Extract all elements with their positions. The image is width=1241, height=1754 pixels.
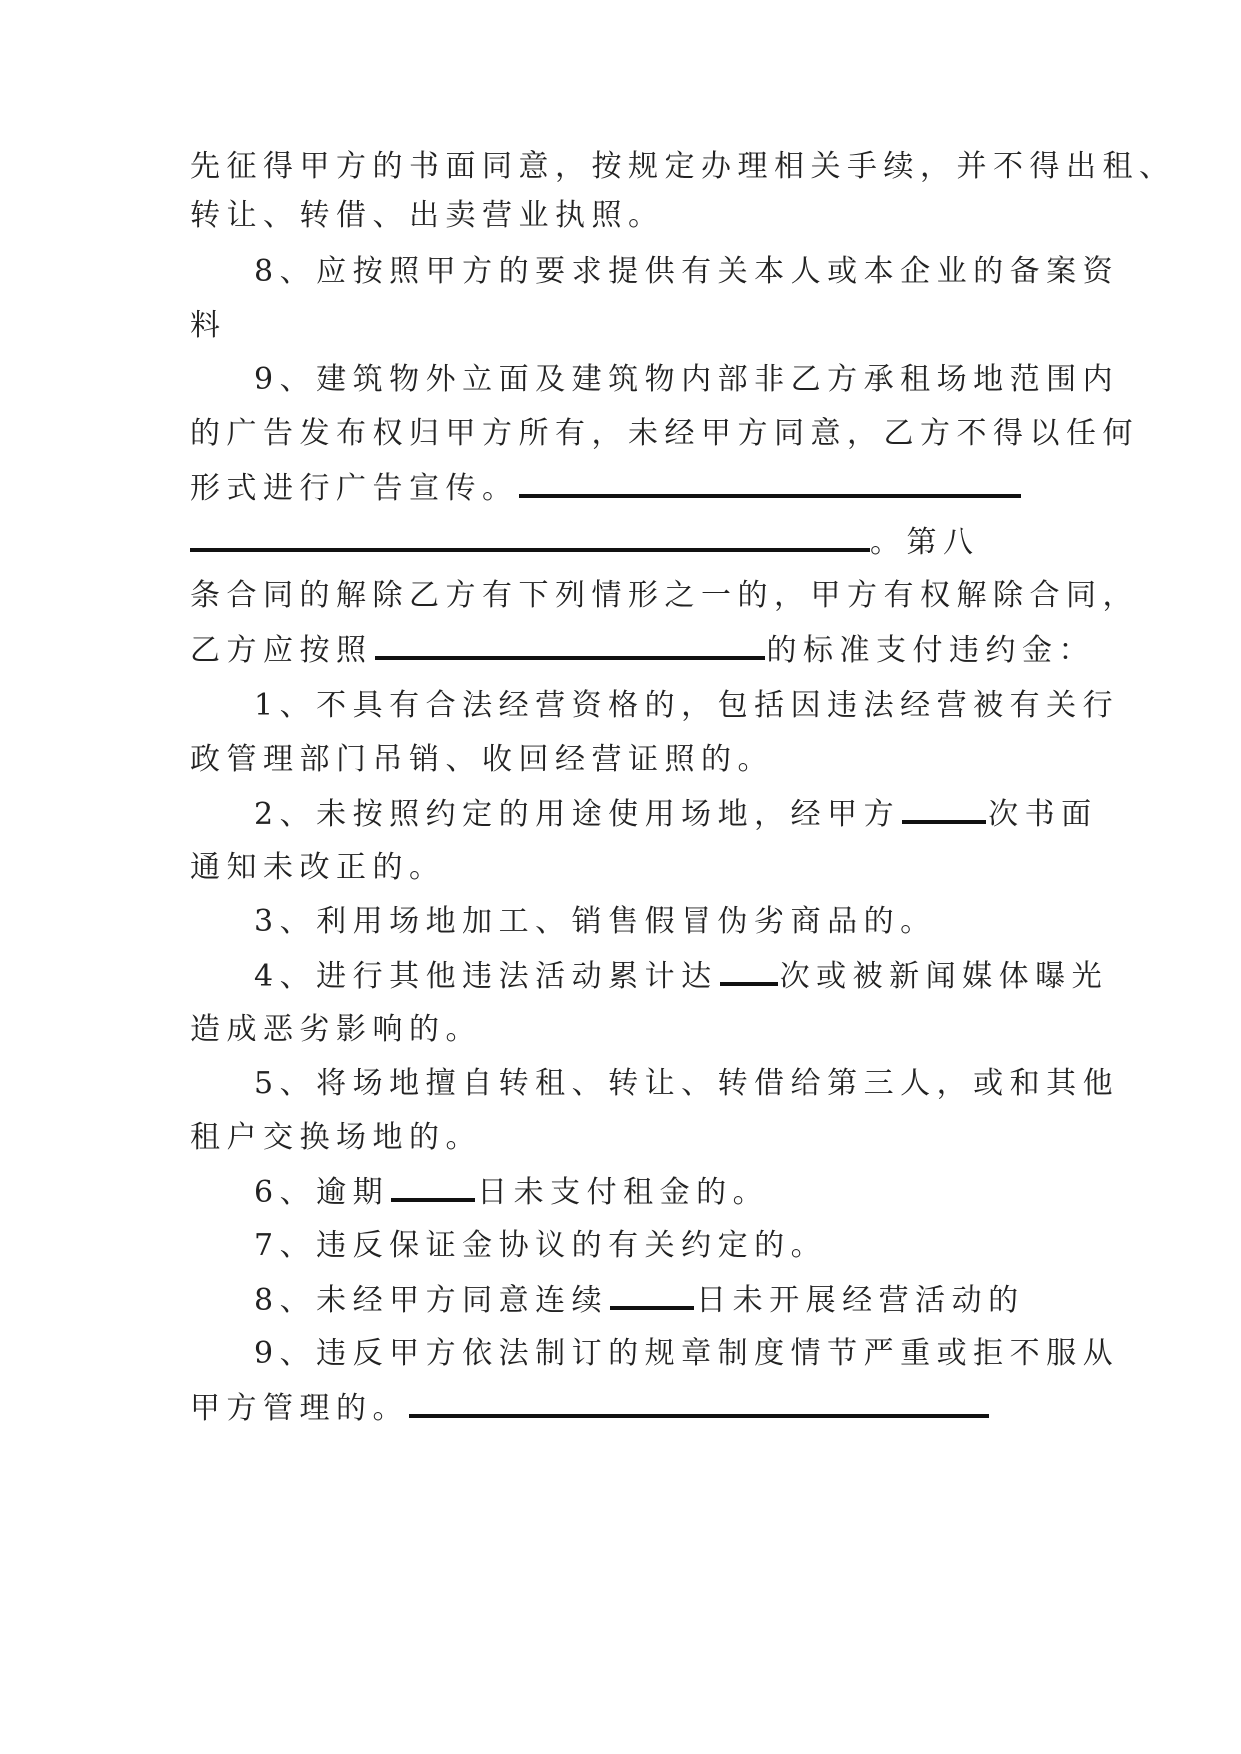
paragraph-line	[190, 1010, 482, 1050]
text: 日未支付租金的。	[477, 1175, 770, 1210]
fill-blank[interactable]	[902, 794, 986, 824]
text: 次书面	[988, 797, 1098, 832]
paragraph-line	[190, 196, 665, 236]
text: 形式进行广告宣传。	[190, 471, 519, 506]
item-2-line	[254, 794, 1098, 834]
paragraph-line	[190, 147, 1176, 187]
text: 5、将场地擅自转租、转让、转借给第三人，或和其他	[254, 1066, 1120, 1101]
text: 转让、转借、出卖营业执照。	[190, 198, 665, 233]
paragraph-line	[190, 414, 1139, 454]
text: 乙方应按照	[190, 633, 373, 668]
item-3-line	[254, 902, 937, 942]
paragraph-line	[190, 576, 1139, 616]
paragraph-line	[190, 848, 446, 888]
text: 通知未改正的。	[190, 850, 446, 885]
text: 先征得甲方的书面同意，按规定办理相关手续，并不得出租、	[190, 149, 1176, 184]
text: 。第八	[870, 525, 980, 560]
fill-blank[interactable]	[720, 956, 778, 986]
text: 2、未按照约定的用途使用场地，经甲方	[254, 797, 901, 832]
paragraph-line	[190, 306, 227, 346]
paragraph-line	[190, 1118, 482, 1158]
paragraph-line	[190, 468, 1021, 508]
fill-blank[interactable]	[190, 522, 870, 552]
text: 条合同的解除乙方有下列情形之一的，甲方有权解除合同，	[190, 578, 1139, 613]
text: 日未开展经营活动的	[696, 1283, 1025, 1318]
text: 次或被新闻媒体曝光	[779, 959, 1109, 994]
item-9-line	[254, 1334, 1119, 1374]
fill-blank[interactable]	[409, 1388, 989, 1418]
text: 8、应按照甲方的要求提供有关本人或本企业的备案资	[254, 254, 1120, 289]
fill-blank[interactable]	[391, 1172, 475, 1202]
text: 7、违反保证金协议的有关约定的。	[254, 1228, 828, 1263]
text: 8、未经甲方同意连续	[254, 1283, 609, 1318]
text: 9、建筑物外立面及建筑物内部非乙方承租场地范围内	[254, 362, 1120, 397]
text: 的广告发布权归甲方所有，未经甲方同意，乙方不得以任何	[190, 416, 1139, 451]
text: 3、利用场地加工、销售假冒伪劣商品的。	[254, 904, 937, 939]
paragraph-line	[190, 522, 980, 562]
text: 1、不具有合法经营资格的，包括因违法经营被有关行	[254, 688, 1120, 723]
item-7-line	[254, 1226, 827, 1266]
fill-blank[interactable]	[610, 1280, 694, 1310]
item-4-line	[254, 956, 1108, 996]
text: 造成恶劣影响的。	[190, 1012, 482, 1047]
text: 9、违反甲方依法制订的规章制度情节严重或拒不服从	[254, 1336, 1120, 1371]
item-5-line	[254, 1064, 1119, 1104]
paragraph-line	[190, 740, 774, 780]
paragraph-line	[190, 630, 1095, 670]
text: 甲方管理的。	[190, 1391, 409, 1426]
text: 4、进行其他违法活动累计达	[254, 959, 718, 994]
text: 6、逾期	[254, 1175, 390, 1210]
text: 政管理部门吊销、收回经营证照的。	[190, 742, 774, 777]
text: 的标准支付违约金：	[766, 633, 1095, 668]
text: 料	[190, 308, 227, 343]
item-6-line	[254, 1172, 769, 1212]
fill-blank[interactable]	[375, 630, 765, 660]
paragraph-line	[190, 1388, 989, 1428]
clause-9-line	[254, 360, 1119, 400]
item-8-line	[254, 1280, 1025, 1320]
clause-8-line	[254, 252, 1119, 292]
item-1-line	[254, 686, 1119, 726]
text: 租户交换场地的。	[190, 1120, 482, 1155]
fill-blank[interactable]	[519, 468, 1021, 498]
